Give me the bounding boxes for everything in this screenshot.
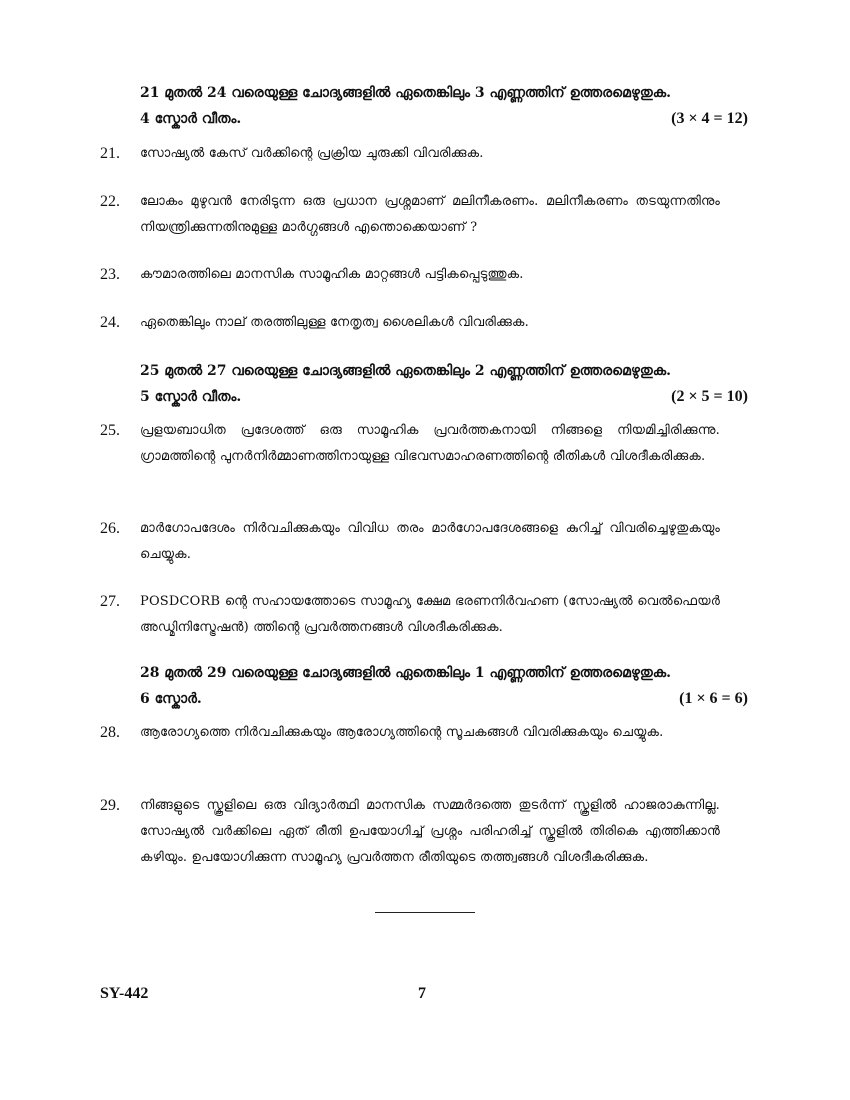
question-21 [100,141,750,167]
question-number: 24. [100,314,120,331]
section-score-row [140,384,750,410]
question-number: 23. [100,266,120,283]
section-score-row [140,686,750,712]
question-26 [100,516,750,568]
question-number: 22. [100,193,120,210]
question-27 [100,589,750,641]
question-text: നിങ്ങളുടെ സ്കൂളിലെ ഒരു വിദ്യാർത്ഥി മാനസിക സമ്മർദത്തെ തുടർന്ന് സ്കൂളിൽ ഹാജരാകുന്നില്ല. സോഷ്യൽ വർക്കിലെ ഏത് രീതി ഉപയോഗിച്ച് പ്രശ്നം പരിഹരിച്ച് സ്കൂളിൽ തിരികെ എത്തിക്കാൻ കഴിയും. ഉപയോഗിക്കുന്ന സാമൂഹ്യ പ്രവർത്തന രീതിയുടെ തത്ത്വങ്ങൾ വിശദീകരിക്കുക. [140,798,720,865]
question-text: സോഷ്യൽ കേസ് വർക്കിന്റെ പ്രക്രിയ ചുരുക്കി വിവരിക്കുക. [140,146,484,161]
question-text: കൗമാരത്തിലെ മാനസിക സാമൂഹിക മാറ്റങ്ങൾ പട്ടികപ്പെടുത്തുക. [140,267,524,282]
question-text: പ്രളയബാധിത പ്രദേശത്ത് ഒരു സാമൂഹിക പ്രവർത്തകനായി നിങ്ങളെ നിയമിച്ചിരിക്കുന്നു. ഗ്രാമത്തിന്റെ പുനർനിർമ്മാണത്തിനായുള്ള വിഭവസമാഹരണത്തിന്റെ രീതികൾ വിശദീകരിക്കുക. [140,423,720,464]
question-25 [100,418,750,470]
section-score-note: 5 സ്കോർ വീതം. [140,389,242,405]
question-22 [100,189,750,241]
section-marks: (3 × 4 = 12) [671,110,748,127]
section-score-note: 6 സ്കോർ. [140,691,202,707]
section-instruction-21-24 [140,80,750,132]
question-text: ലോകം മുഴുവൻ നേരിടുന്ന ഒരു പ്രധാന പ്രശ്നമാണ് മലിനീകരണം. മലിനീകരണം തടയുന്നതിനും നിയന്ത്രിക്കുന്നതിനുമുള്ള മാർഗ്ഗങ്ങൾ എന്തൊക്കെയാണ് ? [140,194,720,235]
question-text: ഏതെങ്കിലും നാല് തരത്തിലുള്ള നേതൃത്വ ശൈലികൾ വിവരിക്കുക. [140,315,529,330]
question-number: 21. [100,145,120,162]
section-instruction-28-29 [140,660,750,712]
end-divider [375,912,475,913]
page-number: 7 [418,985,426,1002]
section-marks: (2 × 5 = 10) [671,388,748,405]
question-number: 28. [100,724,120,741]
section-marks: (1 × 6 = 6) [679,690,748,707]
question-text: ആരോഗ്യത്തെ നിർവചിക്കുകയും ആരോഗ്യത്തിന്റെ സൂചകങ്ങൾ വിവരിക്കുകയും ചെയ്യുക. [140,725,664,740]
section-instruction-25-27 [140,358,750,410]
question-28 [100,720,750,746]
section-score-note: 4 സ്കോർ വീതം. [140,111,242,127]
section-instruction-text: 28 മുതൽ 29 വരെയുള്ള ചോദ്യങ്ങളിൽ ഏതെങ്കിലും 1 എണ്ണത്തിന് ഉത്തരമെഴുതുക. [140,665,672,681]
question-number: 26. [100,520,120,537]
section-instruction-text: 25 മുതൽ 27 വരെയുള്ള ചോദ്യങ്ങളിൽ ഏതെങ്കിലും 2 എണ്ണത്തിന് ഉത്തരമെഴുതുക. [140,363,672,379]
question-number: 25. [100,422,120,439]
question-29 [100,793,750,871]
section-score-row [140,106,750,132]
question-23 [100,262,750,288]
question-text: മാർഗോപദേശം നിർവചിക്കുകയും വിവിധ തരം മാർഗോപദേശങ്ങളെ കുറിച്ച് വിവരിച്ചെഴുതുകയും ചെയ്യുക. [140,521,720,562]
question-number: 27. [100,593,120,610]
question-text: POSDCORB ന്റെ സഹായത്തോടെ സാമൂഹ്യ ക്ഷേമ ഭരണനിർവഹണ (സോഷ്യൽ വെൽഫെയർ അഡ്മിനിസ്ട്രേഷൻ) ത്തിന്റെ പ്രവർത്തനങ്ങൾ വിശദീകരിക്കുക. [140,594,720,635]
paper-code: SY-442 [100,985,149,1002]
question-number: 29. [100,797,120,814]
question-24 [100,310,750,336]
section-instruction-text: 21 മുതൽ 24 വരെയുള്ള ചോദ്യങ്ങളിൽ ഏതെങ്കിലും 3 എണ്ണത്തിന് ഉത്തരമെഴുതുക. [140,85,672,101]
